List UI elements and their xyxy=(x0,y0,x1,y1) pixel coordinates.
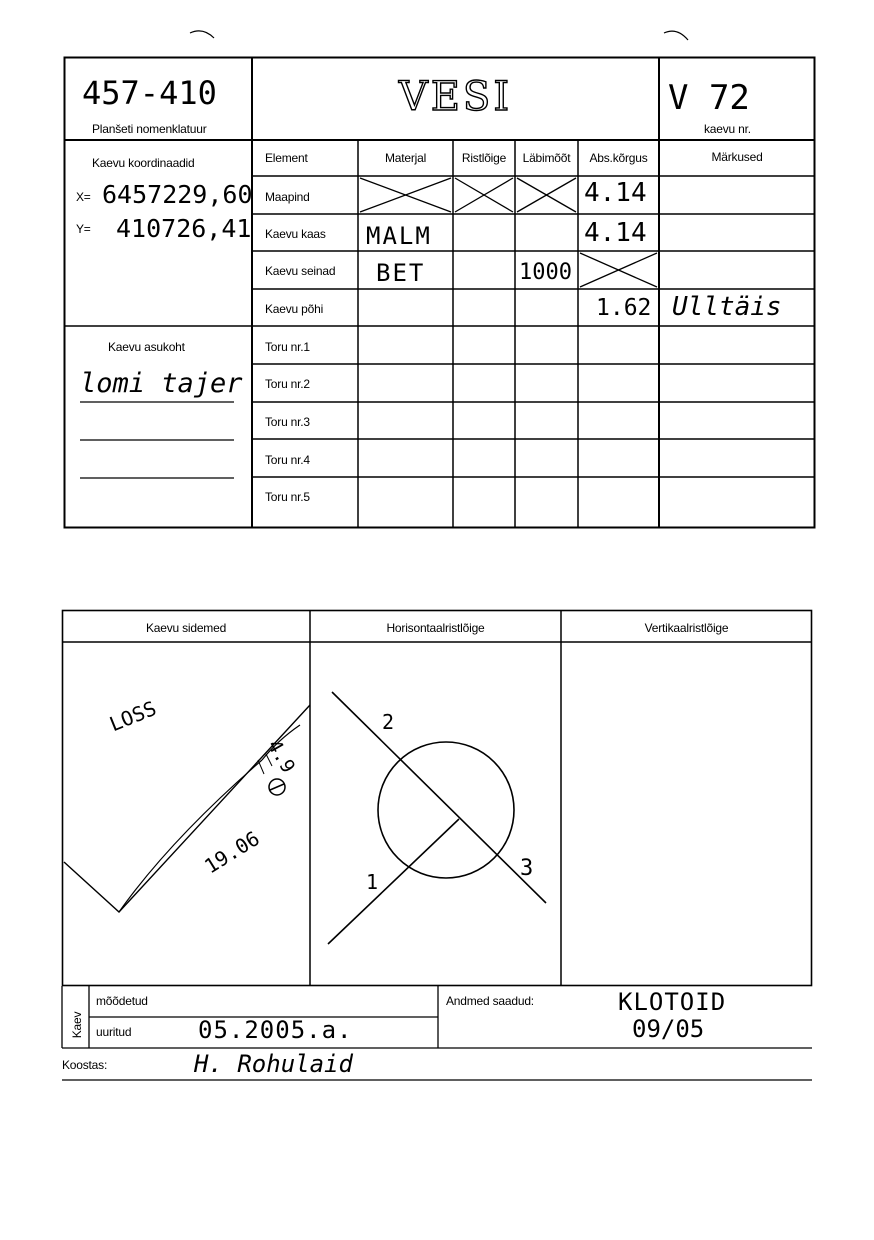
cross-section-label-2: 2 xyxy=(382,710,395,734)
location-value: lomi tajer xyxy=(80,368,243,399)
sketch-label-loss: LOSS xyxy=(106,695,160,737)
nomenclature-value: 457-410 xyxy=(82,74,217,112)
y-value: 410726,41 xyxy=(116,214,252,243)
row-label-pipe-1: Toru nr.1 xyxy=(265,340,310,354)
section-header-horizontal: Horisontaalristlõige xyxy=(386,621,485,635)
compiled-label: Koostas: xyxy=(62,1058,108,1072)
mapped-label: mõõdetud xyxy=(96,994,148,1008)
row-label-pipe-4: Toru nr.4 xyxy=(265,453,310,467)
col-header-notes: Märkused xyxy=(711,150,763,164)
y-label: Y= xyxy=(76,222,91,236)
row-label-bottom: Kaevu põhi xyxy=(265,302,324,316)
row-label-walls: Kaevu seinad xyxy=(265,264,336,278)
cell-walls-diameter: 1000 xyxy=(519,260,572,285)
cross-section-label-3: 3 xyxy=(520,856,534,881)
well-number-label: kaevu nr. xyxy=(704,122,751,136)
sketch-distance-2: 19.06 xyxy=(200,826,264,879)
section-header-vertical: Vertikaalristlõige xyxy=(644,621,729,635)
well-number-value: V 72 xyxy=(668,78,750,118)
row-label-lid: Kaevu kaas xyxy=(265,227,326,241)
data-received-value-1: KLOTOID xyxy=(618,988,727,1016)
col-header-material: Materjal xyxy=(384,151,427,165)
cell-ground-height: 4.14 xyxy=(584,178,647,208)
row-label-pipe-2: Toru nr.2 xyxy=(265,377,310,391)
col-header-diameter: Läbimõõt xyxy=(522,151,571,165)
data-received-label: Andmed saadud: xyxy=(446,994,534,1008)
checked-label: uuritud xyxy=(96,1025,132,1039)
data-received-value-2: 09/05 xyxy=(632,1015,705,1043)
col-header-cross-section: Ristlõige xyxy=(461,151,507,165)
col-header-element: Element xyxy=(265,151,308,165)
row-label-pipe-3: Toru nr.3 xyxy=(265,415,310,429)
nomenclature-label: Planšeti nomenklatuur xyxy=(92,122,207,136)
form-title: VESI xyxy=(398,74,513,120)
cell-walls-material: BET xyxy=(376,259,426,287)
cross-section-label-1: 1 xyxy=(366,870,379,894)
compiled-value: H. Rohulaid xyxy=(194,1050,353,1078)
row-label-pipe-5: Toru nr.5 xyxy=(265,490,310,504)
checked-value: 05.2005.a. xyxy=(198,1016,353,1044)
coords-label: Kaevu koordinaadid xyxy=(92,156,195,170)
sketch-distance-1: 4.9 xyxy=(262,736,300,777)
cell-lid-height: 4.14 xyxy=(584,218,647,248)
col-header-abs-height: Abs.kõrgus xyxy=(589,151,648,165)
location-label: Kaevu asukoht xyxy=(108,340,185,354)
kaev-label: Kaev xyxy=(70,1011,84,1039)
cell-bottom-height: 1.62 xyxy=(596,295,652,321)
cell-bottom-notes: Ulltäis xyxy=(672,292,782,322)
row-label-ground: Maapind xyxy=(265,190,310,204)
cell-lid-material: MALM xyxy=(366,222,432,250)
x-label: X= xyxy=(76,190,91,204)
section-header-connections: Kaevu sidemed xyxy=(145,621,227,635)
x-value: 6457229,60 xyxy=(102,180,253,209)
